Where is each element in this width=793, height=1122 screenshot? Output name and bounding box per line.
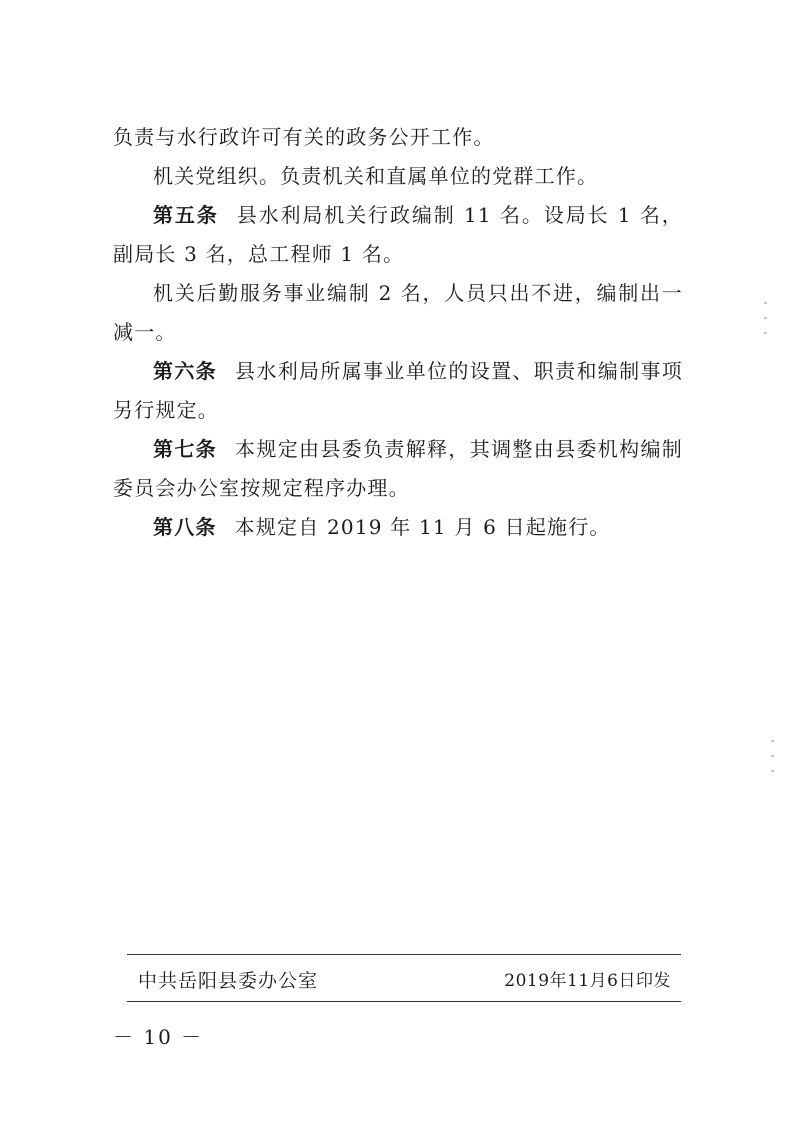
article-7 (113, 430, 683, 508)
page-number: － 10 － (113, 1025, 204, 1049)
paragraph-1-text: 负责与水行政许可有关的政务公开工作。 (113, 125, 495, 149)
paragraph-2 (113, 157, 683, 196)
scan-artifact-dots (764, 302, 767, 347)
paragraph-2-text: 机关党组织。负责机关和直属单位的党群工作。 (153, 164, 599, 188)
article-7-heading: 第七条 (153, 437, 218, 461)
scan-artifact-dots (771, 740, 774, 785)
article-6-text: 县水利局所属事业单位的设置、职责和编制事项另行规定。 (113, 359, 684, 422)
article-6 (113, 352, 683, 430)
article-8 (113, 508, 683, 547)
article-5 (113, 196, 683, 274)
paragraph-1 (113, 118, 683, 157)
article-5-text: 县水利局机关行政编制 11 名。设局长 1 名，副局长 3 名，总工程师 1 名。 (113, 203, 683, 266)
article-8-text: 本规定自 2019 年 11 月 6 日起施行。 (234, 515, 611, 539)
document-body (113, 118, 683, 547)
footer-bottom-rule (127, 1001, 681, 1002)
footer-issuer: 中共岳阳县委办公室 (138, 970, 319, 992)
article-7-text: 本规定由县委负责解释，其调整由县委机构编制委员会办公室按规定程序办理。 (113, 437, 684, 500)
paragraph-4 (113, 274, 683, 352)
article-6-heading: 第六条 (153, 359, 218, 383)
paragraph-4-text: 机关后勤服务事业编制 2 名，人员只出不进，编制出一减一。 (113, 281, 683, 344)
article-8-heading: 第八条 (153, 515, 217, 539)
footer-issue-date: 2019年11月6日印发 (504, 971, 671, 991)
article-5-heading: 第五条 (153, 203, 219, 227)
footer-top-rule (127, 954, 681, 955)
